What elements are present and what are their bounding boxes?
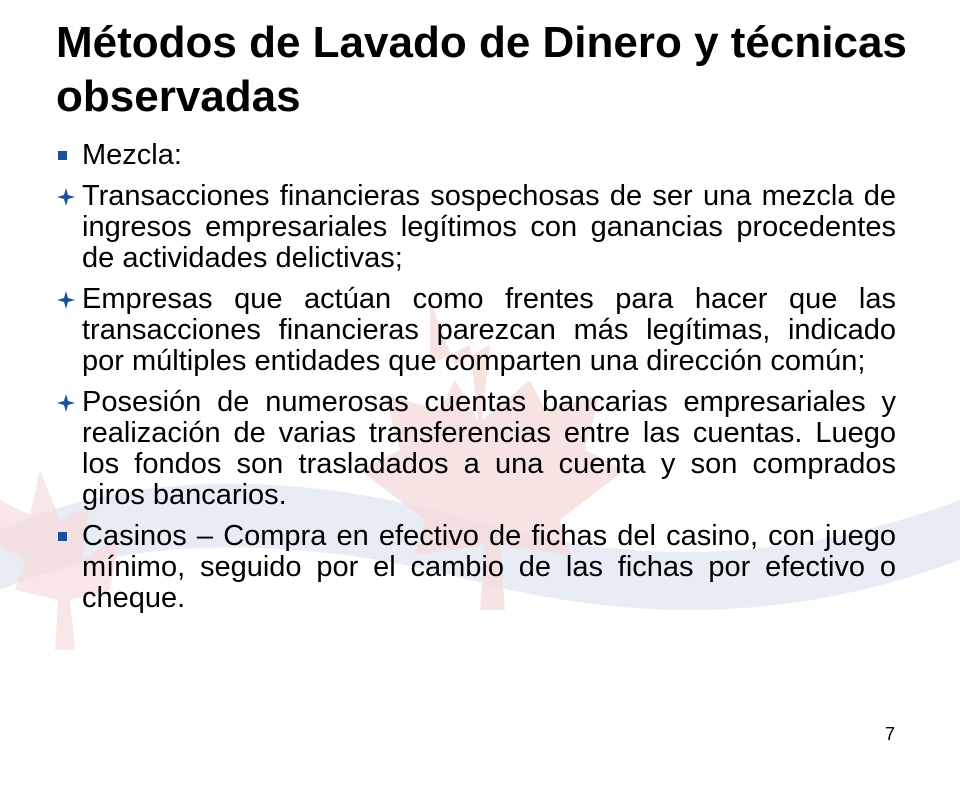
bullet-item xyxy=(56,181,896,274)
bullet-text: Empresas que actúan como frentes para hacer que las transacciones financieras parezcan más legítimas, indicado por múltiples entidades que comparten una dirección común; xyxy=(82,283,896,377)
diamond-bullet-icon xyxy=(56,393,76,413)
bullet-text: Posesión de numerosas cuentas bancarias empresariales y realización de varias transferencias entre las cuentas. Luego los fondos son trasladados a una cuenta y son comprados giros bancarios. xyxy=(82,386,896,511)
square-bullet-marker xyxy=(56,146,76,166)
bullet-item xyxy=(56,387,896,511)
slide-number: 7 xyxy=(884,724,895,744)
bullet-list xyxy=(56,140,896,614)
diamond-bullet-icon xyxy=(56,290,76,310)
bullet-item xyxy=(56,284,896,377)
bullet-item xyxy=(56,140,896,171)
square-bullet-marker xyxy=(56,527,76,547)
bullet-item xyxy=(56,521,896,614)
diamond-bullet-icon xyxy=(56,187,76,207)
bullet-text: Transacciones financieras sospechosas de ser una mezcla de ingresos empresariales legítimos con ganancias procedentes de actividades delictivas; xyxy=(82,180,896,274)
slide-title: Métodos de Lavado de Dinero y técnicas observadas xyxy=(56,18,907,121)
square-bullet-icon xyxy=(58,532,67,541)
bullet-text: Mezcla: xyxy=(82,139,182,171)
square-bullet-icon xyxy=(58,151,67,160)
bullet-text: Casinos – Compra en efectivo de fichas del casino, con juego mínimo, seguido por el cambio de las fichas por efectivo o cheque. xyxy=(82,520,896,614)
